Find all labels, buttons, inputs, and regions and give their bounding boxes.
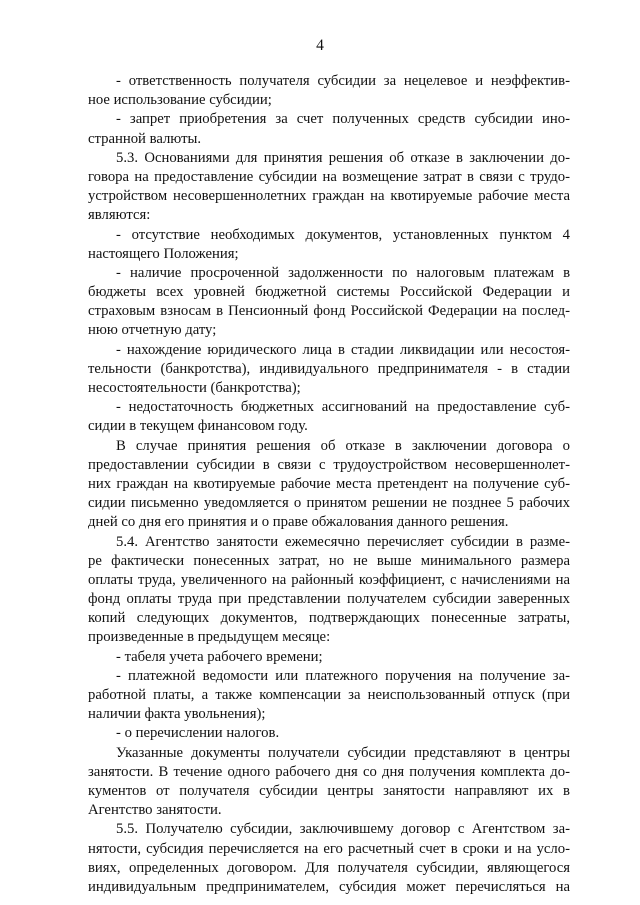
text-line: нюю отчетную дату;: [88, 322, 217, 339]
text-line: кументов от получателя субсидии центры занятости направляют их в: [88, 782, 570, 799]
text-line: нятости, субсидия перечисляется на его расчетный счет в сроки и на усло-: [88, 840, 570, 857]
text-line: - табеля учета рабочего времени;: [116, 648, 323, 665]
text-line: наличии факта увольнения);: [88, 706, 266, 723]
text-line: Агентство занятости.: [88, 802, 222, 819]
text-line: 5.5. Получателю субсидии, заключившему договор с Агентством за-: [116, 821, 570, 838]
text-line: являются:: [88, 207, 151, 224]
text-line: сидии письменно уведомляется о принятом решении не позднее 5 рабочих: [88, 495, 570, 512]
text-line: ре фактически понесенных затрат, но не выше минимального размера: [88, 552, 570, 569]
text-line: - запрет приобретения за счет полученных средств субсидии ино-: [116, 111, 570, 128]
text-line: 5.3. Основаниями для принятия решения об отказе в заключении до-: [116, 149, 570, 166]
text-line: страховым взносам в Пенсионный фонд Российской Федерации на послед-: [88, 303, 570, 320]
text-line: индивидуальным предпринимателем, субсидия может перечисляться на: [88, 878, 570, 895]
text-line: сидии в текущем финансовом году.: [88, 418, 308, 435]
page-number: 4: [316, 37, 324, 54]
text-line: виях, определенных договором. Для получателя субсидии, являющегося: [88, 859, 570, 876]
text-line: устройством несовершеннолетних граждан на квотируемые рабочие места: [88, 188, 570, 205]
text-line: - недостаточность бюджетных ассигнований на предоставление суб-: [116, 399, 570, 416]
text-line: фонд оплаты труда при представлении получателем субсидии заверенных: [88, 591, 570, 608]
text-line: - отсутствие необходимых документов, установленных пунктом 4: [116, 226, 570, 243]
text-line: работной платы, а также компенсации за неиспользованный отпуск (при: [88, 687, 570, 703]
text-line: занятости. В течение одного рабочего дня со дня получения комплекта до-: [88, 763, 570, 780]
text-line: Указанные документы получатели субсидии представляют в центры: [116, 744, 570, 761]
text-line: оплаты труда, увеличенного на районный коэффициент, с начислениями на: [88, 571, 570, 588]
text-line: бюджеты всех уровней бюджетной системы Российской Федерации и: [88, 284, 570, 301]
text-line: них граждан на квотируемые рабочие места претендент на получение суб-: [88, 475, 570, 492]
text-line: - нахождение юридического лица в стадии ликвидации или несостоя-: [116, 341, 570, 358]
text-line: - о перечислении налогов.: [116, 725, 280, 742]
text-line: 5.4. Агентство занятости ежемесячно перечисляет субсидии в разме-: [116, 533, 570, 550]
text-line: странной валюты.: [88, 130, 202, 147]
text-line: - наличие просроченной задолженности по налоговым платежам в: [116, 264, 570, 281]
text-line: несостоятельности (банкротства);: [88, 380, 301, 396]
text-line: копий следующих документов, подтверждающих понесенные затраты,: [88, 610, 570, 627]
text-line: настоящего Положения;: [88, 245, 239, 262]
body-text: [88, 72, 570, 897]
text-line: ное использование субсидии;: [88, 92, 272, 109]
text-line: - платежной ведомости или платежного поручения на получение за-: [116, 667, 570, 684]
text-line: произведенные в предыдущем месяце:: [88, 629, 331, 646]
text-line: дней со дня его принятия и о праве обжалования данного решения.: [88, 514, 509, 531]
text-line: В случае принятия решения об отказе в заключении договора о: [116, 437, 570, 454]
text-line: тельности (банкротства), индивидуального предпринимателя - в стадии: [88, 360, 570, 377]
text-line: предоставлении субсидии в связи с трудоустройством несовершеннолет-: [88, 456, 570, 473]
text-line: - ответственность получателя субсидии за нецелевое и неэффектив-: [116, 73, 570, 89]
text-line: говора на предоставление субсидии на возмещение затрат в связи с трудо-: [88, 168, 570, 185]
